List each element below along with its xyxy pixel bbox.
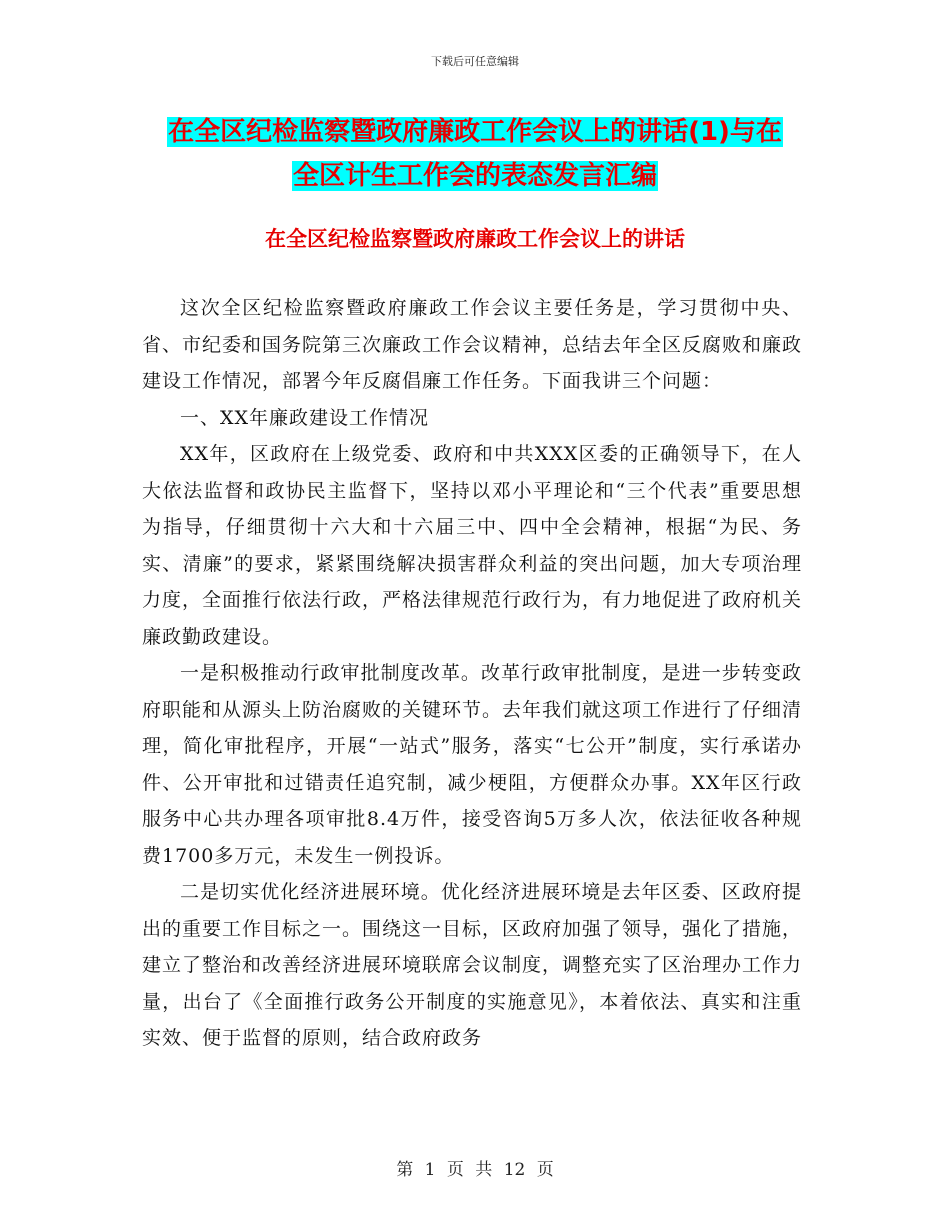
paragraph: XX年，区政府在上级党委、政府和中共XXX区委的正确领导下，在人大依法监督和政协民主监督下，坚持以邓小平理论和“三个代表”重要思想为指导，仔细贯彻十六大和十六届三中、四中全会精神，根据“为民、务实、清廉”的要求，紧紧围绕解决损害群众利益的突出问题，加大专项治理力度，全面推行依法行政，严格法律规范行政行为，有力地促进了政府机关廉政勤政建设。	[142, 443, 803, 648]
document-title	[100, 110, 850, 198]
page-footer: 第 1 页 共 12 页	[396, 1160, 554, 1180]
section-title: 在全区纪检监察暨政府廉政工作会议上的讲话	[265, 227, 685, 251]
paragraph: 一、XX年廉政建设工作情况	[180, 406, 430, 429]
paragraph: 一是积极推动行政审批制度改革。改革行政审批制度，是进一步转变政府职能和从源头上防治腐败的关键环节。去年我们就这项工作进行了仔细清理，简化审批程序，开展“一站式”服务，落实“七公开”制度，实行承诺办件、公开审批和过错责任追究制，减少梗阻，方便群众办事。XX年区行政服务中心共办理各项审批8.4万件，接受咨询5万多人次，依法征收各种规费1700多万元，未发生一例投诉。	[142, 662, 803, 867]
document-body	[142, 290, 802, 1057]
paragraph: 这次全区纪检监察暨政府廉政工作会议主要任务是，学习贯彻中央、省、市纪委和国务院第三次廉政工作会议精神，总结去年全区反腐败和廉政建设工作情况，部署今年反腐倡廉工作任务。下面我讲三个问题：	[142, 297, 803, 392]
document-title-line-1: 在全区纪检监察暨政府廉政工作会议上的讲话(1)与在	[168, 117, 782, 147]
paragraph: 二是切实优化经济进展环境。优化经济进展环境是去年区委、区政府提出的重要工作目标之一。围绕这一目标，区政府加强了领导，强化了措施，建立了整治和改善经济进展环境联席会议制度，调整充实了区治理办工作力量，出台了《全面推行政务公开制度的实施意见》，本着依法、真实和注重实效、便于监督的原则，结合政府政务	[142, 881, 803, 1049]
document-title-line-2: 全区计生工作会的表态发言汇编	[292, 161, 657, 191]
header-note: 下载后可任意编辑	[431, 55, 519, 68]
